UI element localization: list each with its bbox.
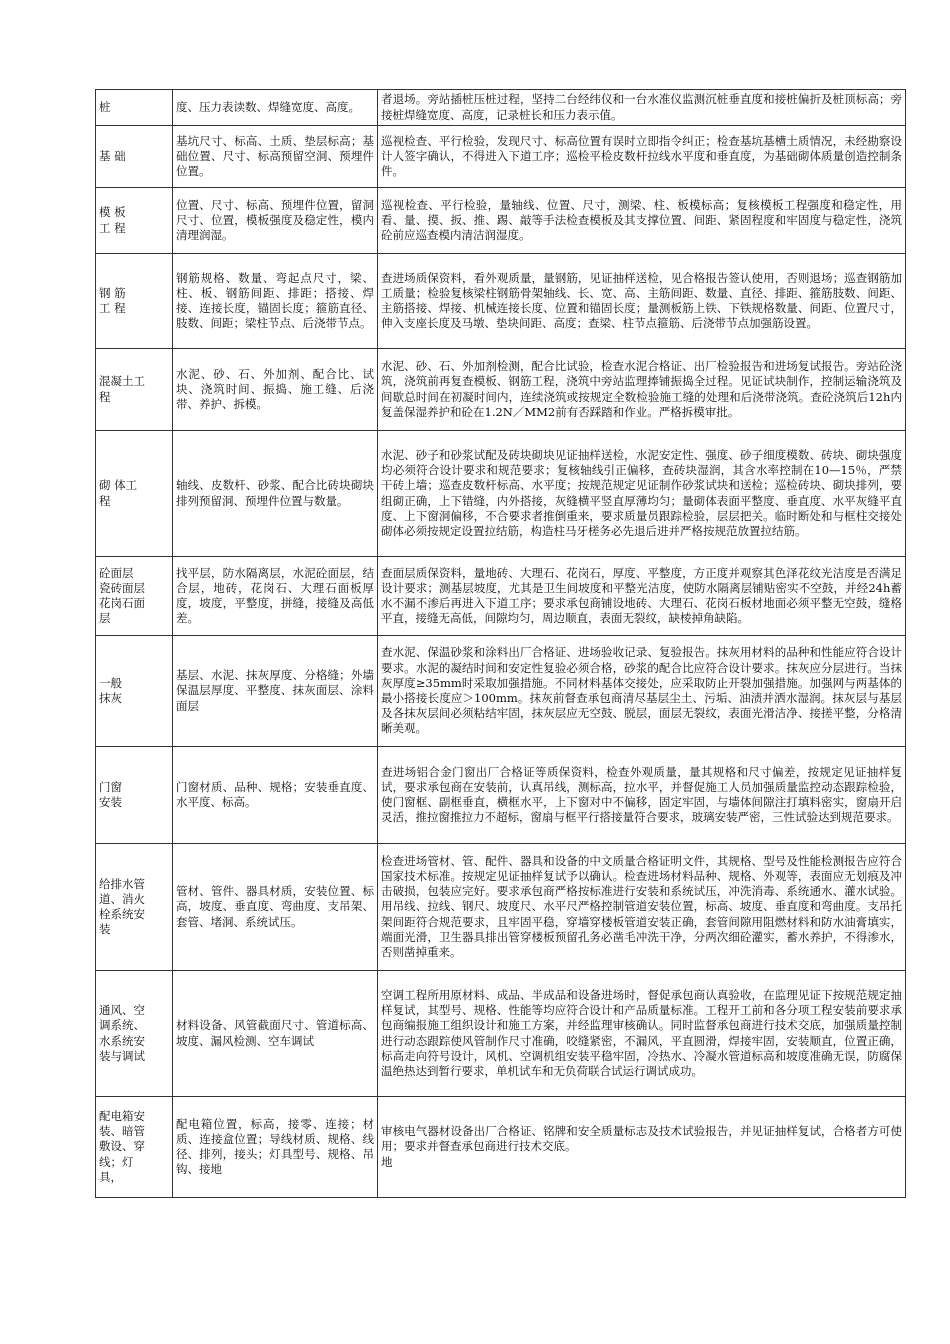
control-points-cell: 找平层，防水隔离层，水泥砼面层，结合层，地砖，花岗石、大理石面板厚度，坡度，平整度，拼缝，接缝及高低差。 [173, 557, 378, 636]
control-points-cell: 度、压力表读数、焊缝宽度、高度。 [173, 90, 378, 126]
control-method-cell: 巡视检查、平行检验，发现尺寸、标高位置有误时立即指令纠正；检查基坑基槽土质情况，未经勘察设计人签字确认，不得进入下道工序；巡检平检皮数杆拉线水平度和垂直度，为基础砌体质量创造控制条件。 [378, 126, 906, 188]
control-points-cell: 材料设备、风管截面尺寸、管道标高、坡度、漏风检测、空车调试 [173, 971, 378, 1097]
control-method-cell: 空调工程所用原材料、成品、半成品和设备进场时，督促承包商认真验收，在监理见证下按规范规定抽样复试，其型号、规格、性能等均应符合设计和产品质量标准。工程开工前和各分项工程安装前要求承包商编报施工组织设计和施工方案，并经监理审核确认。同时监督承包商进行技术交底，加强质量控制进行动态跟踪使风管制作尺寸准确，咬缝紧密，不漏风，平直圆滑，焊接牢固，安装顺直，位置正确，标高走向符号设计，风机、空调机组安装平稳牢固，冷热水、冷凝水管道标高和坡度准确无误，防腐保温绝热达到暂行要求，单机试车和无负荷联合试运行调试成功。 [378, 971, 906, 1097]
table-row [96, 431, 906, 557]
work-item-cell: 混凝土工 程 [96, 349, 173, 431]
control-points-cell: 配电箱位置，标高，接零、连接；材质、连接盒位置；导线材质、规格、线径、排列，接头；灯具型号、规格、吊钩、接地 [173, 1097, 378, 1198]
control-method-cell: 审核电气器材设备出厂合格证、铭牌和安全质量标志及技术试验报告，并见证抽样复试，合格者方可使用；要求并督查承包商进行技术交底。 地 [378, 1097, 906, 1198]
table-row [96, 188, 906, 254]
work-item-cell: 砼面层 瓷砖面层 花岗石面 层 [96, 557, 173, 636]
work-item-cell: 砌 体工 程 [96, 431, 173, 557]
work-item-cell: 桩 [96, 90, 173, 126]
control-method-cell: 者退场。旁站插桩压桩过程，坚持二台经纬仪和一台水准仪监测沉桩垂直度和接桩偏折及桩顶标高；旁接桩焊缝宽度、高度，记录桩长和压力表示值。 [378, 90, 906, 126]
table-row [96, 557, 906, 636]
work-item-cell: 门窗 安装 [96, 747, 173, 844]
control-points-cell: 钢筋规格、数量、弯起点尺寸，梁、柱、板、钢筋间距、排距；搭接、焊接、连接长度，锚固长度；箍筋直径、肢数、间距；梁柱节点、后浇带节点。 [173, 254, 378, 349]
work-item-cell: 给排水管 道、消火 栓系统安 装 [96, 844, 173, 971]
control-method-cell: 查进场质保资料，看外观质量，量钢筋，见证抽样送检，见合格报告签认使用，否则退场；巡查钢筋加工质量；检验复核梁柱钢筋骨架轴线、长、宽、高、主筋间距、数量、直径、排距、箍筋肢数、间距、主筋搭接、焊接、机械连接长度、位置和锚固长度；量测板筋上铁、下铁规格数量、间距、位置尺寸，伸入支座长度及马墩、垫块间距、高度；查梁、柱节点箍筋、后浇带节点加强筋设置。 [378, 254, 906, 349]
control-method-cell: 查面层质保资料，量地砖、大理石、花岗石，厚度、平整度，方正度并观察其色泽花纹光洁度是否满足设计要求；测基层坡度，尤其是卫生间坡度和平整光洁度，使防水隔离层铺贴密实不空鼓，并经24h蓄水不漏不渗后再进入下道工序；要求承包商铺设地砖、大理石、花岗石板材地面必须平整无空鼓，缝格平直，接缝无高低，间隙均匀，周边顺直，表面无裂纹，缺棱掉角缺陷。 [378, 557, 906, 636]
work-item-cell: 钢 筋 工 程 [96, 254, 173, 349]
table-row [96, 844, 906, 971]
table-row [96, 349, 906, 431]
table-row [96, 90, 906, 126]
work-item-cell: 配电箱安 装、暗管 敷设、穿 线；灯 具， [96, 1097, 173, 1198]
table-row [96, 254, 906, 349]
control-points-cell: 基坑尺寸、标高、土质、垫层标高；基础位置、尺寸、标高预留空洞、预埋件位置。 [173, 126, 378, 188]
control-points-cell: 基层、水泥、抹灰厚度、分格缝；外墙保温层厚度、平整度、抹灰面层、涂料面层 [173, 636, 378, 747]
work-item-cell: 通风、空 调系统、 水系统安 装与调试 [96, 971, 173, 1097]
table-row [96, 636, 906, 747]
control-points-cell: 门窗材质、品种、规格；安装垂直度、水平度、标高。 [173, 747, 378, 844]
control-method-cell: 查进场铝合金门窗出厂合格证等质保资料，检查外观质量，量其规格和尺寸偏差，按规定见证抽样复试，要求承包商在安装前，认真吊线，测标高，拉水平，并督促施工人员加强质量监控动态跟踪检验，使门窗框、副框垂直，横框水平，上下窗对中不偏移，固定牢固，与墙体间隙注打填料密实，窗扇开启灵活，推拉窗推拉力不超标，窗扇与框平行搭接量符合要求，玻璃安装严密，三性试验达到规范要求。 [378, 747, 906, 844]
table-row [96, 747, 906, 844]
control-points-cell: 水泥、砂、石、外加剂、配合比、试块、浇筑时间、振捣、施工缝、后浇带、养护、拆模。 [173, 349, 378, 431]
table-row [96, 1097, 906, 1198]
control-points-cell: 轴线、皮数杆、砂浆、配合比砖块砌块排列预留洞、预埋件位置与数量。 [173, 431, 378, 557]
table-row [96, 126, 906, 188]
control-method-cell: 查水泥、保温砂浆和涂料出厂合格证、进场验收记录、复验报告。抹灰用材料的品种和性能应符合设计要求。水泥的凝结时间和安定性复验必须合格，砂浆的配合比应符合设计要求。抹灰应分层进行。当抹灰厚度≥35mm时采取加强措施。不同材料基体交接处，应采取防止开裂加强措施。加强网与两基体的最小搭接长度应＞100mm。抹灰前督查承包商清尽基层尘土、污垢、油渍并洒水湿润。抹灰层与基层及各抹灰层间必须粘结牢固，抹灰层应无空鼓、脱层，面层无裂纹，表面光滑洁净、接搓平整，分格清晰美观。 [378, 636, 906, 747]
control-method-cell: 检查进场管材、管、配件、器具和设备的中文质量合格证明文件，其规格、型号及性能检测报告应符合国家技术标准。按规定见证抽样复试予以确认。检查进场材料品种、规格、外观等，表面应无划痕及冲击破损，包装应完好。要求承包商严格按标准进行安装和系统试压，冲洗消毒、系统通水、灌水试验。用吊线、拉线、钢尺、坡度尺、水平尺严格控制管道安装位置，标高、坡度、垂直度和弯曲度。支吊托架间距符合规范要求，且牢固平稳，穿墙穿楼板管道安装正确，套管间隙用阻燃材料和防水油膏填实，端面光滑，卫生器具排出管穿楼板预留孔务必凿毛冲洗干净，分两次细砼灌实，蓄水养护，不得渗水，否则凿掉重来。 [378, 844, 906, 971]
work-item-cell: 一般 抹灰 [96, 636, 173, 747]
control-points-cell: 位置、尺寸、标高、预埋件位置，留洞尺寸、位置，模板强度及稳定性，模内清理润湿。 [173, 188, 378, 254]
table-row [96, 971, 906, 1097]
control-method-cell: 巡视检查、平行检验，量轴线、位置、尺寸，测梁、柱、板模标高；复核模板工程强度和稳定性，用看、量、摸、扳、推、踢、敲等手法检查模板及其支撑位置、间距、紧固程度和牢固度与稳定性，浇筑砼前应巡查模内清洁润湿度。 [378, 188, 906, 254]
work-item-cell: 模 板 工 程 [96, 188, 173, 254]
control-points-cell: 管材、管件、器具材质，安装位置、标高，坡度、垂直度、弯曲度、支吊架、套管、堵洞、系统试压。 [173, 844, 378, 971]
work-item-cell: 基 础 [96, 126, 173, 188]
quality-control-table [95, 89, 906, 1198]
control-method-cell: 水泥、砂子和砂浆试配及砖块砌块见证抽样送检，水泥安定性、强度、砂子细度模数、砖块、砌块强度均必须符合设计要求和规范要求；复核轴线引正偏移，查砖块湿润，其含水率控制在10—15％，严禁干砖上墙；巡查皮数杆标高、水平度；按规范规定见证制作砂浆试块和送检；巡检砖块、砌块排列，要组砌正确，上下错缝，内外搭接，灰缝横平竖直厚薄均匀；量砌体表面平整度、垂直度、水平灰缝平直度、上下窗洞偏移，不合要求者推倒重来，要求质量员跟踪检验，层层把关。临时断处和与框柱交接处砌体必须按规定设置拉结筋，构造柱马牙槎务必先退后进并严格按规范放置拉结筋。 [378, 431, 906, 557]
control-method-cell: 水泥、砂、石、外加剂检测，配合比试验，检查水泥合格证、出厂检验报告和进场复试报告。旁站砼浇筑，浇筑前再复查模板、钢筋工程，浇筑中旁站监理捧铺振捣全过程。见证试块制作，控制运输浇筑及间歇总时间在初凝时间内，连续浇筑或按规定全数检验施工缝的处理和后浇带浇筑。查砼浇筑后12h内复盖保湿养护和砼在1.2N／MM2前有否踩踏和作业。严格拆模审批。 [378, 349, 906, 431]
